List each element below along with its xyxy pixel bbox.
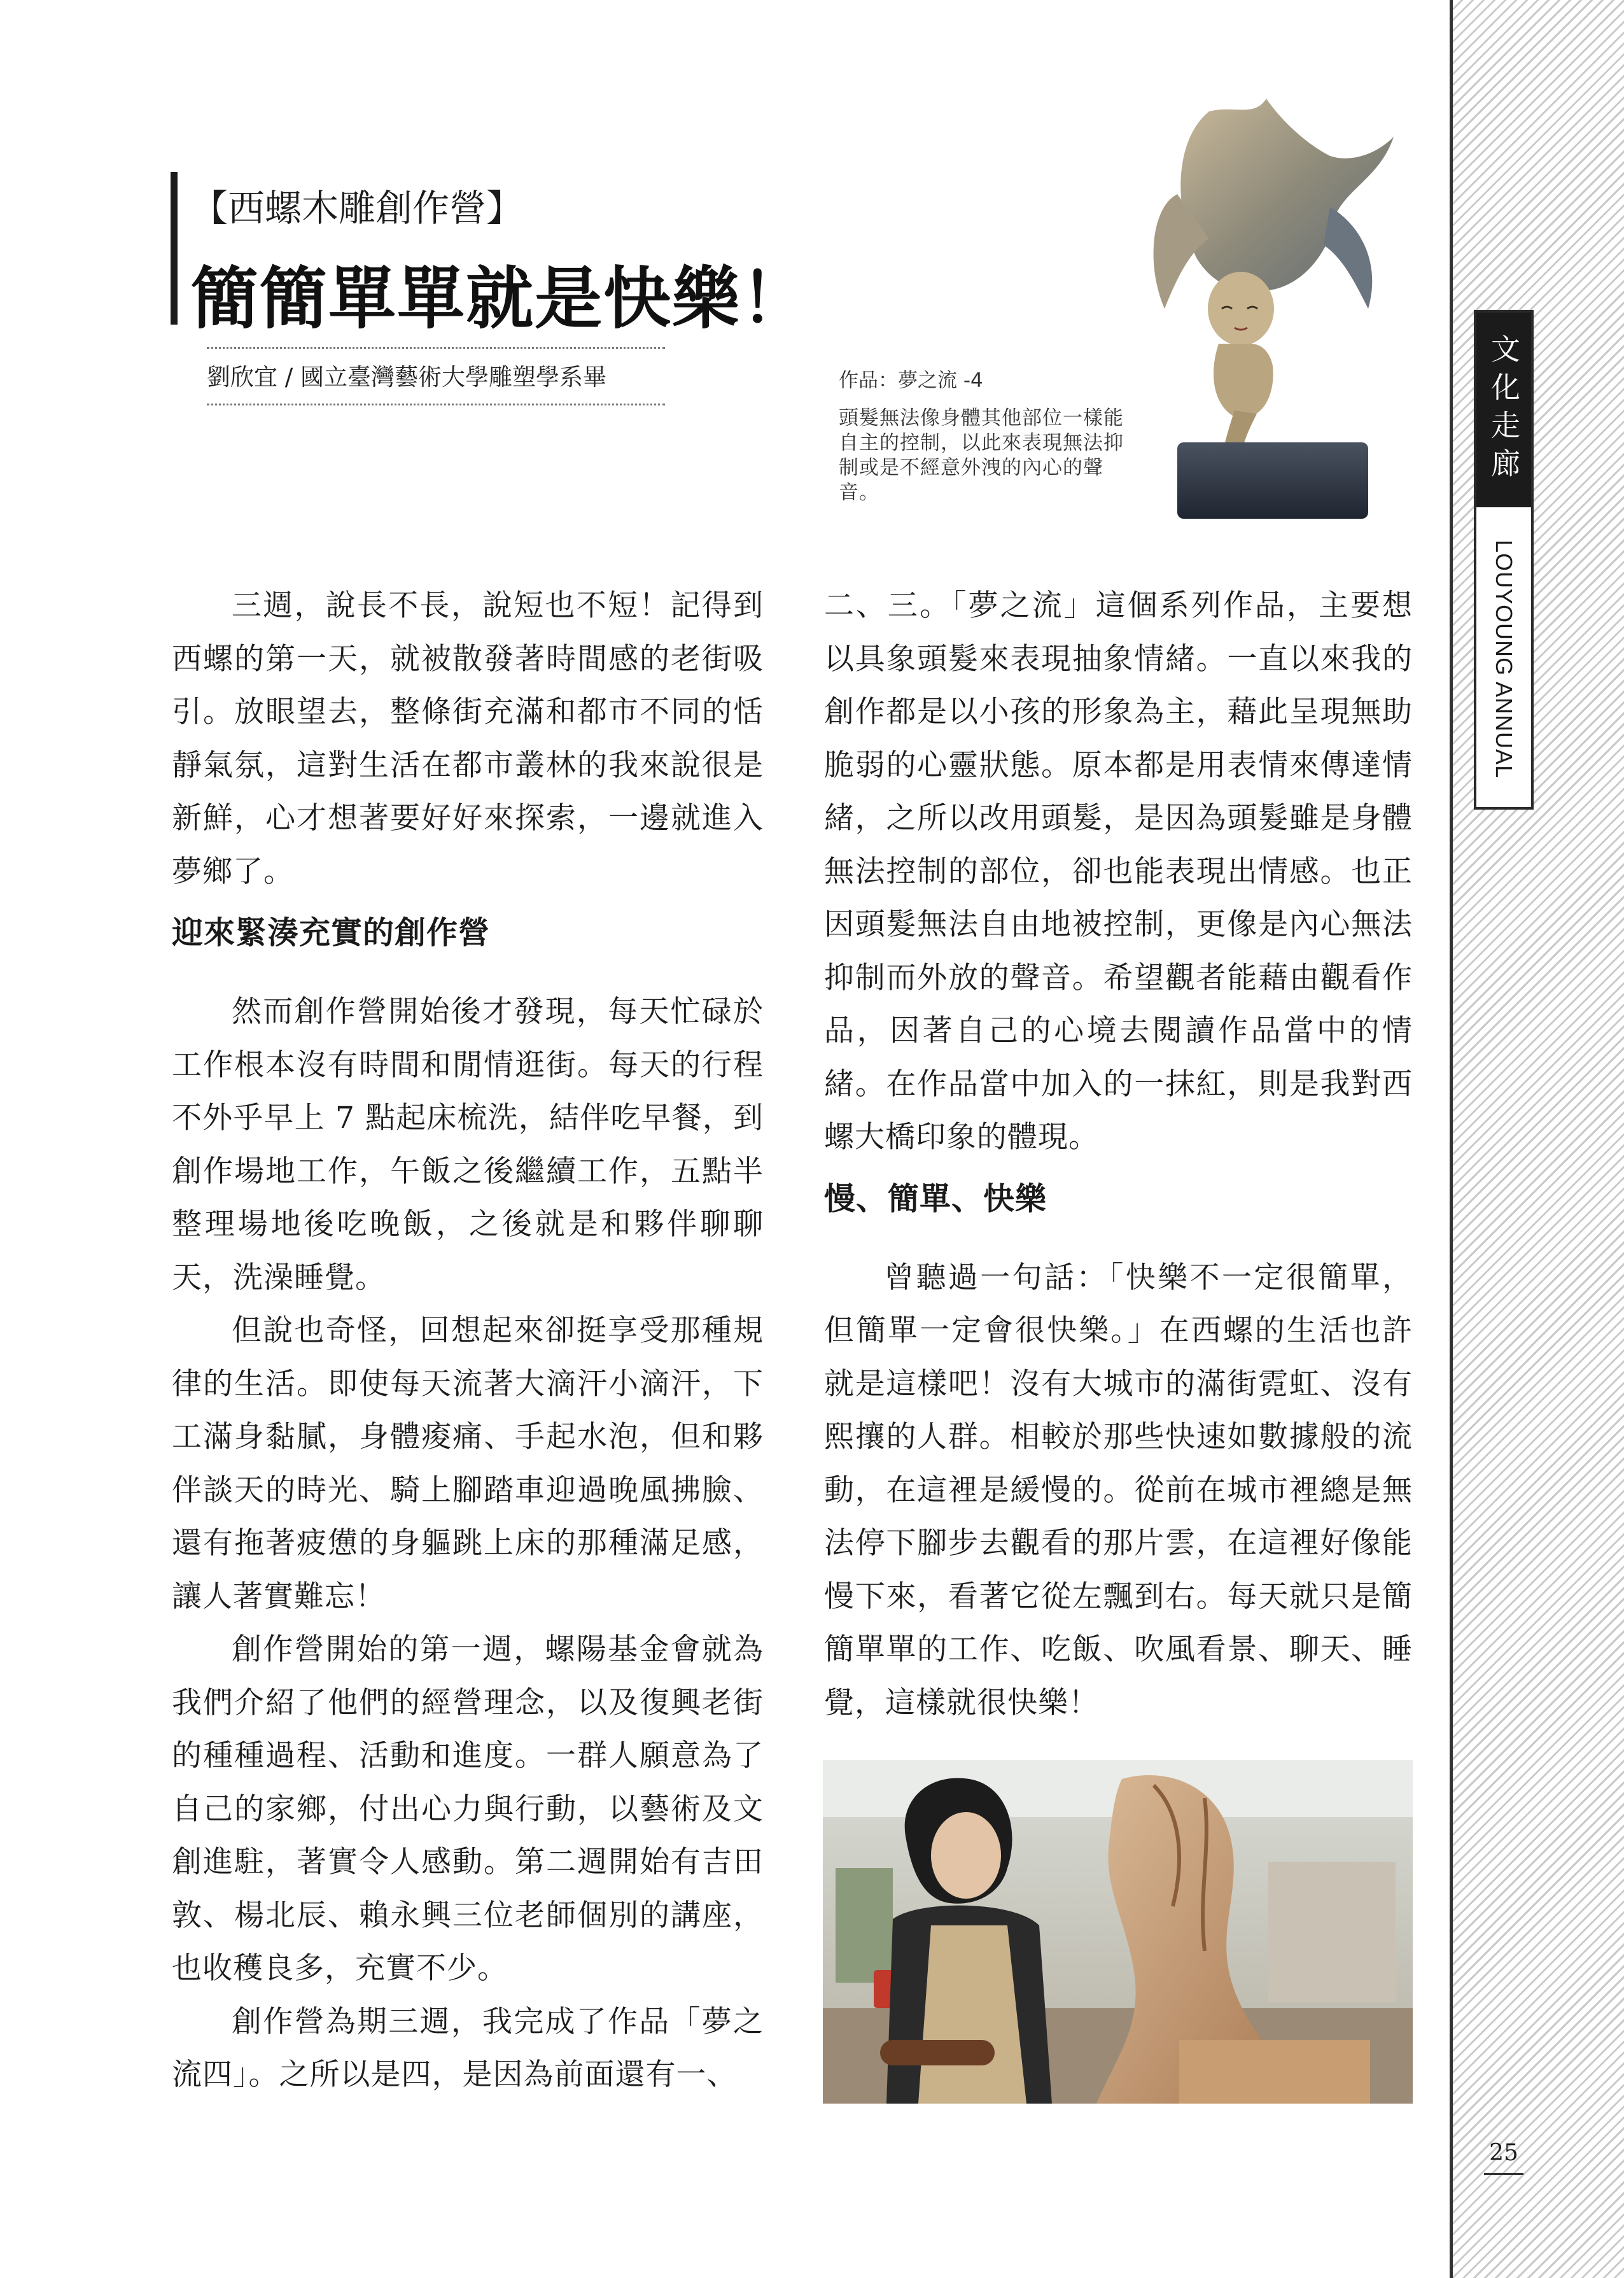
body-paragraph: 然而創作營開始後才發現，每天忙碌於工作根本沒有時間和閒情逛街。每天的行程不外乎早上 7 點起床梳洗，結伴吃早餐，到創作場地工作，午飯之後繼續工作，五點半整理場地後吃晚飯，之後就是和夥伴聊聊天，洗澡睡覺。 — [172, 994, 764, 1295]
section-tab — [1474, 310, 1534, 810]
article-byline: 劉欣宜 / 國立臺灣藝術大學雕塑學系畢 — [207, 347, 665, 405]
section-category: 文化走廊 — [1476, 313, 1531, 507]
sculpture-caption-text: 頭髮無法像身體其他部位一樣能自主的控制，以此來表現無法抑制或是不經意外洩的內心的聲音。 — [839, 407, 1124, 504]
article-column-left — [172, 579, 764, 2102]
body-paragraph: 曾聽過一句話：「快樂不一定很簡單，但簡單一定會很快樂。」在西螺的生活也許就是這樣吧！沒有大城市的滿街霓虹、沒有熙攘的人群。相較於那些快速如數據般的流動，在這裡是緩慢的。從前在城市裡總是無法停下腳步去觀看的那片雲，在這裡好像能慢下來，看著它從左飄到右。每天就只是簡簡單單的工作、吃飯、吹風看景、聊天、睡覺，這樣就很快樂！ — [824, 1260, 1413, 1720]
intro-paragraph: 三週，說長不長，說短也不短！記得到西螺的第一天，就被散發著時間感的老街吸引。放眼望去，整條街充滿和都市不同的恬靜氣氛，這對生活在都市叢林的我來說很是新鮮，心才想著要好好來探索，一邊就進入夢鄉了。 — [172, 588, 764, 889]
body-paragraph: 但說也奇怪，回想起來卻挺享受那種規律的生活。即使每天流著大滴汗小滴汗，下工滿身黏膩，身體痠痛、手起水泡，但和夥伴談天的時光、騎上腳踏車迎過晚風拂臉、還有拖著疲憊的身軀跳上床的那種滿足感，讓人著實難忘！ — [172, 1313, 764, 1614]
body-paragraph: 創作營為期三週，我完成了作品「夢之流四」。之所以是四，是因為前面還有一、 — [172, 2004, 764, 2092]
section-heading: 慢、簡單、快樂 — [824, 1180, 1047, 1217]
workshop-photo — [823, 1760, 1413, 2104]
body-paragraph: 創作營開始的第一週，螺陽基金會就為我們介紹了他們的經營理念，以及復興老街的種種過程、活動和進度。一群人願意為了自己的家鄉，付出心力與行動，以藝術及文創進駐，著實令人感動。第二週開始有吉田敦、楊北辰、賴永興三位老師個別的講座，也收穫良多，充實不少。 — [172, 1632, 764, 1986]
sculpture-caption-title: 作品：夢之流 -4 — [839, 369, 983, 392]
article-kicker: 【西螺木雕創作營】 — [191, 186, 524, 230]
body-paragraph: 二、三。「夢之流」這個系列作品，主要想以具象頭髮來表現抽象情緒。一直以來我的創作都是以小孩的形象為主，藉此呈現無助脆弱的心靈狀態。原本都是用表情來傳達情緒，之所以改用頭髮，是因為頭髮雖是身體無法控制的部位，卻也能表現出情感。也正因頭髮無法自由地被控制，更像是內心無法抑制而外放的聲音。希望觀者能藉由觀看作品，因著自己的心境去閱讀作品當中的情緒。在作品當中加入的一抹紅，則是我對西螺大橋印象的體現。 — [824, 588, 1413, 1155]
page-number: 25 — [1484, 2134, 1523, 2175]
article-headline: 簡簡單單就是快樂！ — [191, 258, 809, 338]
publication-name: LOUYOUNG ANNUAL — [1491, 540, 1517, 779]
article-column-right — [824, 579, 1413, 1729]
title-accent-bar — [171, 172, 178, 325]
sculpture-photo — [1139, 99, 1400, 519]
section-heading: 迎來緊湊充實的創作營 — [172, 915, 491, 951]
